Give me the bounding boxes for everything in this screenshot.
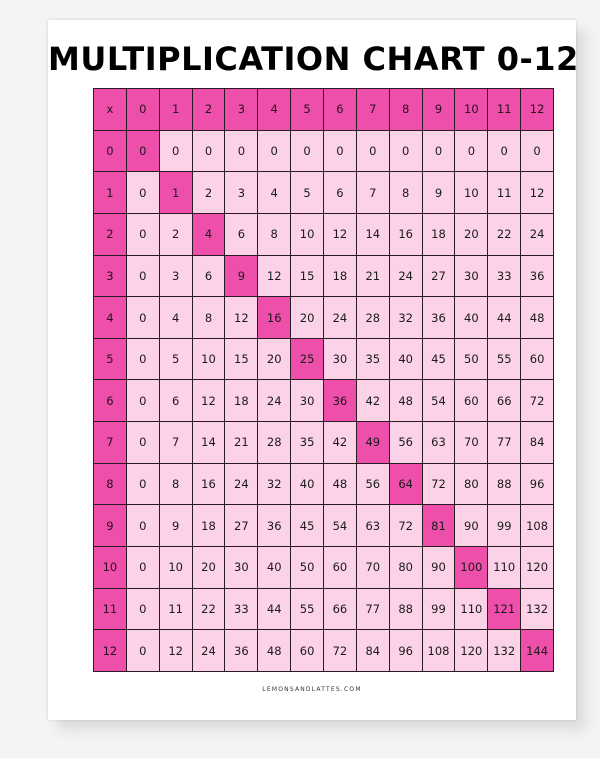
- product-cell: 90: [455, 505, 487, 546]
- row-header-cell: 6: [94, 380, 126, 421]
- product-cell: 14: [357, 214, 389, 255]
- product-cell: 30: [324, 339, 356, 380]
- product-cell: 54: [423, 380, 455, 421]
- square-product-cell: 121: [488, 589, 520, 630]
- square-product-cell: 36: [324, 380, 356, 421]
- product-cell: 44: [488, 297, 520, 338]
- product-cell: 48: [258, 630, 290, 671]
- product-cell: 35: [357, 339, 389, 380]
- product-cell: 0: [127, 172, 159, 213]
- product-cell: 80: [455, 464, 487, 505]
- product-cell: 9: [423, 172, 455, 213]
- row-header-cell: 5: [94, 339, 126, 380]
- product-cell: 72: [521, 380, 553, 421]
- product-cell: 12: [521, 172, 553, 213]
- product-cell: 8: [258, 214, 290, 255]
- product-cell: 30: [225, 547, 257, 588]
- product-cell: 60: [521, 339, 553, 380]
- multiplication-table: [93, 88, 554, 672]
- product-cell: 10: [193, 339, 225, 380]
- row-header-cell: 10: [94, 547, 126, 588]
- product-cell: 96: [521, 464, 553, 505]
- product-cell: 0: [258, 131, 290, 172]
- product-cell: 0: [521, 131, 553, 172]
- column-header-cell: 3: [225, 89, 257, 130]
- product-cell: 84: [521, 422, 553, 463]
- product-cell: 12: [258, 256, 290, 297]
- column-header-cell: 2: [193, 89, 225, 130]
- product-cell: 110: [488, 547, 520, 588]
- product-cell: 63: [357, 505, 389, 546]
- product-cell: 0: [225, 131, 257, 172]
- row-header-cell: 0: [94, 131, 126, 172]
- product-cell: 22: [488, 214, 520, 255]
- product-cell: 108: [423, 630, 455, 671]
- product-cell: 72: [390, 505, 422, 546]
- column-header-cell: 5: [291, 89, 323, 130]
- product-cell: 20: [258, 339, 290, 380]
- product-cell: 0: [127, 297, 159, 338]
- product-cell: 42: [357, 380, 389, 421]
- square-product-cell: 81: [423, 505, 455, 546]
- product-cell: 30: [291, 380, 323, 421]
- product-cell: 12: [160, 630, 192, 671]
- product-cell: 24: [521, 214, 553, 255]
- column-header-cell: 4: [258, 89, 290, 130]
- row-header-cell: 9: [94, 505, 126, 546]
- product-cell: 8: [193, 297, 225, 338]
- product-cell: 18: [225, 380, 257, 421]
- product-cell: 50: [455, 339, 487, 380]
- product-cell: 0: [160, 131, 192, 172]
- product-cell: 40: [291, 464, 323, 505]
- product-cell: 32: [258, 464, 290, 505]
- product-cell: 84: [357, 630, 389, 671]
- product-cell: 60: [455, 380, 487, 421]
- product-cell: 0: [127, 380, 159, 421]
- square-product-cell: 1: [160, 172, 192, 213]
- product-cell: 0: [127, 630, 159, 671]
- product-cell: 9: [160, 505, 192, 546]
- column-header-cell: 11: [488, 89, 520, 130]
- square-product-cell: 16: [258, 297, 290, 338]
- square-product-cell: 0: [127, 131, 159, 172]
- square-product-cell: 144: [521, 630, 553, 671]
- product-cell: 0: [127, 214, 159, 255]
- product-cell: 70: [357, 547, 389, 588]
- product-cell: 12: [225, 297, 257, 338]
- worksheet-page: [48, 20, 579, 720]
- product-cell: 21: [357, 256, 389, 297]
- product-cell: 6: [160, 380, 192, 421]
- row-header-cell: 4: [94, 297, 126, 338]
- product-cell: 2: [160, 214, 192, 255]
- product-cell: 40: [455, 297, 487, 338]
- product-cell: 32: [390, 297, 422, 338]
- product-cell: 18: [423, 214, 455, 255]
- product-cell: 108: [521, 505, 553, 546]
- product-cell: 44: [258, 589, 290, 630]
- product-cell: 99: [488, 505, 520, 546]
- square-product-cell: 64: [390, 464, 422, 505]
- product-cell: 0: [127, 547, 159, 588]
- row-header-cell: 2: [94, 214, 126, 255]
- product-cell: 24: [258, 380, 290, 421]
- product-cell: 15: [225, 339, 257, 380]
- product-cell: 48: [324, 464, 356, 505]
- product-cell: 24: [324, 297, 356, 338]
- product-cell: 50: [291, 547, 323, 588]
- product-cell: 0: [193, 131, 225, 172]
- product-cell: 88: [390, 589, 422, 630]
- product-cell: 42: [324, 422, 356, 463]
- product-cell: 54: [324, 505, 356, 546]
- product-cell: 2: [193, 172, 225, 213]
- product-cell: 7: [160, 422, 192, 463]
- product-cell: 88: [488, 464, 520, 505]
- product-cell: 96: [390, 630, 422, 671]
- column-header-cell: 10: [455, 89, 487, 130]
- square-product-cell: 9: [225, 256, 257, 297]
- row-header-cell: 8: [94, 464, 126, 505]
- product-cell: 20: [193, 547, 225, 588]
- product-cell: 16: [193, 464, 225, 505]
- product-cell: 72: [423, 464, 455, 505]
- product-cell: 5: [160, 339, 192, 380]
- product-cell: 77: [357, 589, 389, 630]
- column-header-cell: 8: [390, 89, 422, 130]
- product-cell: 27: [423, 256, 455, 297]
- site-footer: LEMONSANDLATTES.COM: [262, 686, 362, 693]
- product-cell: 8: [390, 172, 422, 213]
- product-cell: 21: [225, 422, 257, 463]
- product-cell: 3: [225, 172, 257, 213]
- square-product-cell: 49: [357, 422, 389, 463]
- product-cell: 35: [291, 422, 323, 463]
- column-header-cell: 12: [521, 89, 553, 130]
- product-cell: 0: [127, 422, 159, 463]
- product-cell: 8: [160, 464, 192, 505]
- square-product-cell: 4: [193, 214, 225, 255]
- row-header-cell: 1: [94, 172, 126, 213]
- product-cell: 77: [488, 422, 520, 463]
- product-cell: 33: [225, 589, 257, 630]
- square-product-cell: 100: [455, 547, 487, 588]
- product-cell: 55: [291, 589, 323, 630]
- product-cell: 132: [521, 589, 553, 630]
- product-cell: 0: [390, 131, 422, 172]
- product-cell: 55: [488, 339, 520, 380]
- product-cell: 10: [291, 214, 323, 255]
- column-header-cell: 1: [160, 89, 192, 130]
- product-cell: 24: [390, 256, 422, 297]
- product-cell: 36: [521, 256, 553, 297]
- product-cell: 0: [423, 131, 455, 172]
- product-cell: 0: [127, 339, 159, 380]
- product-cell: 4: [160, 297, 192, 338]
- product-cell: 3: [160, 256, 192, 297]
- product-cell: 60: [291, 630, 323, 671]
- product-cell: 45: [291, 505, 323, 546]
- product-cell: 33: [488, 256, 520, 297]
- product-cell: 66: [488, 380, 520, 421]
- product-cell: 99: [423, 589, 455, 630]
- product-cell: 90: [423, 547, 455, 588]
- row-header-cell: 3: [94, 256, 126, 297]
- product-cell: 11: [160, 589, 192, 630]
- product-cell: 0: [127, 589, 159, 630]
- product-cell: 80: [390, 547, 422, 588]
- column-header-cell: 6: [324, 89, 356, 130]
- product-cell: 5: [291, 172, 323, 213]
- product-cell: 0: [455, 131, 487, 172]
- corner-header-cell: x: [94, 89, 126, 130]
- square-product-cell: 25: [291, 339, 323, 380]
- product-cell: 66: [324, 589, 356, 630]
- product-cell: 20: [291, 297, 323, 338]
- product-cell: 11: [488, 172, 520, 213]
- product-cell: 0: [324, 131, 356, 172]
- product-cell: 10: [455, 172, 487, 213]
- product-cell: 7: [357, 172, 389, 213]
- product-cell: 0: [357, 131, 389, 172]
- product-cell: 24: [193, 630, 225, 671]
- product-cell: 30: [455, 256, 487, 297]
- row-header-cell: 7: [94, 422, 126, 463]
- product-cell: 15: [291, 256, 323, 297]
- product-cell: 20: [455, 214, 487, 255]
- product-cell: 48: [390, 380, 422, 421]
- product-cell: 36: [258, 505, 290, 546]
- product-cell: 132: [488, 630, 520, 671]
- product-cell: 16: [390, 214, 422, 255]
- product-cell: 10: [160, 547, 192, 588]
- product-cell: 6: [225, 214, 257, 255]
- product-cell: 12: [193, 380, 225, 421]
- product-cell: 56: [390, 422, 422, 463]
- product-cell: 63: [423, 422, 455, 463]
- product-cell: 120: [521, 547, 553, 588]
- row-header-cell: 12: [94, 630, 126, 671]
- product-cell: 24: [225, 464, 257, 505]
- product-cell: 22: [193, 589, 225, 630]
- product-cell: 6: [324, 172, 356, 213]
- product-cell: 4: [258, 172, 290, 213]
- product-cell: 36: [225, 630, 257, 671]
- product-cell: 110: [455, 589, 487, 630]
- product-cell: 40: [390, 339, 422, 380]
- product-cell: 27: [225, 505, 257, 546]
- product-cell: 45: [423, 339, 455, 380]
- product-cell: 72: [324, 630, 356, 671]
- product-cell: 56: [357, 464, 389, 505]
- product-cell: 14: [193, 422, 225, 463]
- product-cell: 12: [324, 214, 356, 255]
- product-cell: 6: [193, 256, 225, 297]
- product-cell: 48: [521, 297, 553, 338]
- product-cell: 120: [455, 630, 487, 671]
- product-cell: 18: [324, 256, 356, 297]
- product-cell: 28: [357, 297, 389, 338]
- product-cell: 0: [291, 131, 323, 172]
- product-cell: 28: [258, 422, 290, 463]
- column-header-cell: 9: [423, 89, 455, 130]
- product-cell: 70: [455, 422, 487, 463]
- column-header-cell: 7: [357, 89, 389, 130]
- column-header-cell: 0: [127, 89, 159, 130]
- product-cell: 18: [193, 505, 225, 546]
- row-header-cell: 11: [94, 589, 126, 630]
- product-cell: 40: [258, 547, 290, 588]
- product-cell: 0: [127, 464, 159, 505]
- product-cell: 60: [324, 547, 356, 588]
- product-cell: 0: [127, 256, 159, 297]
- product-cell: 0: [488, 131, 520, 172]
- product-cell: 36: [423, 297, 455, 338]
- page-title: MULTIPLICATION CHART 0-12: [48, 40, 579, 78]
- product-cell: 0: [127, 505, 159, 546]
